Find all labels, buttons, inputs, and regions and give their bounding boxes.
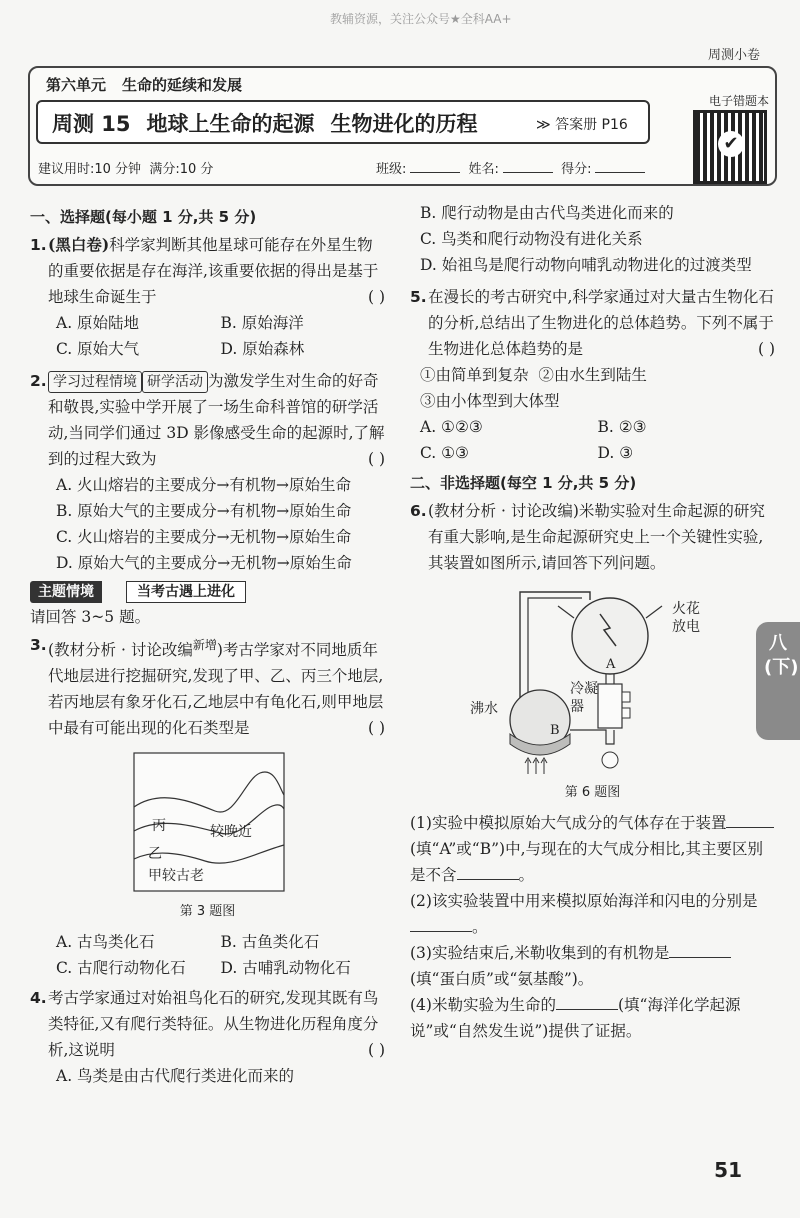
score-total-label: 满分:10 分 bbox=[149, 162, 214, 177]
figure-3-caption: 第 3 题图 bbox=[179, 904, 236, 920]
q6-part-2 bbox=[410, 888, 775, 940]
part-3-text-a: (3)实验结束后,米勒收集到的有机物是 bbox=[410, 944, 670, 962]
question-number: 3. bbox=[30, 636, 47, 654]
part-2-text-b: 。 bbox=[472, 918, 488, 936]
question-number: 4. bbox=[30, 989, 47, 1008]
unit-line bbox=[46, 74, 242, 95]
question-tag-activity: 研学活动 bbox=[142, 371, 208, 393]
question-number: 1. bbox=[30, 236, 47, 254]
stratum-bing-label: 丙 bbox=[152, 818, 166, 835]
q2-options bbox=[30, 472, 385, 576]
question-6 bbox=[410, 498, 775, 576]
answer-reference: ≫ 答案册 P16 bbox=[536, 117, 628, 133]
student-fields bbox=[376, 158, 649, 177]
time-label: 建议用时:10 分钟 bbox=[38, 162, 142, 177]
statement-3: ③由小体型到大体型 bbox=[420, 392, 560, 410]
question-3 bbox=[30, 632, 385, 741]
question-text: 在漫长的考古研究中,科学家通过对大量古生物化石的分析,总结出了生物进化的总体趋势。下列不属于生物进化总体趋势的是 bbox=[428, 288, 774, 358]
meta-line bbox=[38, 158, 678, 177]
question-4 bbox=[30, 985, 385, 1063]
grade-side-tab bbox=[756, 622, 800, 740]
question-text: 为激发学生对生命的好奇和敬畏,实验中学开展了一场生命科普馆的研学活动,当同学们通过 3D 影像感受生命的起源时,了解到的过程大致为 bbox=[48, 372, 385, 468]
question-number: 6. bbox=[410, 502, 427, 520]
option-c[interactable]: C. 火山熔岩的主要成分→无机物→原始生命 bbox=[56, 528, 352, 546]
question-text: 考古学家通过对始祖鸟化石的研究,发现其既有鸟类特征,又有爬行类特征。从生物进化历程角度分析,这说明 bbox=[48, 989, 379, 1060]
option-a[interactable]: A. 古鸟类化石 bbox=[56, 933, 155, 952]
part-4-text-a: (4)米勒实验为生命的 bbox=[410, 996, 556, 1014]
q3-options bbox=[30, 929, 385, 981]
option-d[interactable]: D. 原始森林 bbox=[220, 340, 305, 358]
answer-paren[interactable]: ( ) bbox=[367, 288, 385, 306]
stratum-yi-label: 乙 bbox=[148, 846, 162, 863]
fill-blank-5[interactable] bbox=[556, 1009, 618, 1010]
title-part-a: 地球上生命的起源 bbox=[146, 112, 315, 136]
option-a[interactable]: A. 原始陆地 bbox=[56, 314, 140, 332]
statement-2: ②由水生到陆生 bbox=[538, 366, 647, 384]
test-number: 周测 15 bbox=[52, 112, 131, 136]
q4-options-left bbox=[30, 1063, 385, 1089]
class-field[interactable] bbox=[410, 172, 460, 173]
option-d[interactable]: D. 始祖鸟是爬行动物向哺乳动物进化的过渡类型 bbox=[420, 256, 752, 274]
name-field[interactable] bbox=[503, 172, 553, 173]
label-flask-b: B bbox=[550, 723, 560, 738]
header-box bbox=[28, 66, 777, 186]
part-1-text-b: (填“A”或“B”)中,与现在的大气成分相比,其主要区别是不含 bbox=[410, 840, 763, 884]
option-d[interactable]: D. 原始大气的主要成分→无机物→原始生命 bbox=[56, 554, 352, 572]
option-a[interactable]: A. 鸟类是由古代爬行类进化而来的 bbox=[56, 1067, 295, 1086]
option-a[interactable]: A. ①②③ bbox=[420, 418, 483, 436]
unit-topic: 生命的延续和发展 bbox=[122, 76, 243, 94]
answer-paren[interactable]: ( ) bbox=[367, 450, 385, 468]
running-head: 周测小卷 bbox=[707, 48, 760, 63]
theme-bar bbox=[30, 580, 385, 604]
figure-3 bbox=[30, 749, 385, 899]
stratum-late-label: 较晚近 bbox=[210, 824, 252, 841]
option-c[interactable]: C. 鸟类和爬行动物没有进化关系 bbox=[420, 230, 643, 248]
q6-part-3 bbox=[410, 940, 775, 992]
question-5 bbox=[410, 284, 775, 362]
page-title bbox=[52, 108, 494, 138]
q5-options bbox=[410, 414, 775, 466]
figure-6 bbox=[410, 584, 775, 780]
option-d[interactable]: D. 古哺乳动物化石 bbox=[220, 959, 351, 978]
question-tag: (教材分析 · 讨论改编) bbox=[428, 502, 579, 520]
qr-code-icon[interactable] bbox=[693, 110, 767, 184]
fill-blank-3[interactable] bbox=[410, 931, 472, 932]
unit-label: 第六单元 bbox=[46, 76, 107, 94]
question-text: )考古学家对不同地质年代地层进行挖掘研究,发现了甲、乙、丙三个地层,若丙地层有象牙化石,乙地层中有龟化石,则甲地层中最有可能出现的化石类型是 bbox=[48, 641, 384, 738]
left-column bbox=[30, 200, 385, 1089]
option-b[interactable]: B. 原始海洋 bbox=[220, 314, 304, 332]
question-text: 科学家判断其他星球可能存在外星生物的重要依据是存在海洋,该重要依据的得出是基于地球生命诞生于 bbox=[48, 236, 379, 306]
question-tag: (黑白卷) bbox=[48, 235, 110, 254]
part-3-text-b: (填“蛋白质”或“氨基酸”)。 bbox=[410, 970, 594, 988]
option-b[interactable]: B. 爬行动物是由古代鸟类进化而来的 bbox=[420, 204, 674, 222]
title-bar bbox=[36, 100, 650, 144]
class-label: 班级: bbox=[376, 162, 407, 177]
q1-options bbox=[30, 310, 385, 362]
option-b[interactable]: B. 原始大气的主要成分→有机物→原始生命 bbox=[56, 502, 352, 520]
figure-6-caption: 第 6 题图 bbox=[564, 785, 621, 800]
score-label: 得分: bbox=[561, 162, 592, 177]
q5-statements bbox=[410, 362, 775, 414]
option-c[interactable]: C. 古爬行动物化石 bbox=[56, 959, 186, 978]
theme-title: 当考古遇上进化 bbox=[126, 581, 246, 603]
option-c[interactable]: C. 原始大气 bbox=[56, 340, 140, 358]
q6-part-1 bbox=[410, 810, 775, 888]
question-1 bbox=[30, 232, 385, 310]
question-tag: (教材分析 · 讨论改编 bbox=[48, 641, 193, 660]
fill-blank-2[interactable] bbox=[457, 879, 519, 880]
section-nonchoice-heading: 二、非选择题(每空 1 分,共 5 分) bbox=[410, 474, 637, 492]
theme-label: 主题情境 bbox=[30, 581, 102, 603]
answer-paren[interactable]: ( ) bbox=[757, 340, 775, 358]
q6-part-4 bbox=[410, 992, 775, 1044]
score-field[interactable] bbox=[595, 172, 645, 173]
right-column bbox=[410, 200, 775, 1044]
question-number: 5. bbox=[410, 288, 427, 306]
statement-1: ①由简单到复杂 bbox=[420, 366, 529, 384]
label-boiling-water: 沸水 bbox=[470, 701, 498, 717]
part-4-text-b: (填“海洋化学起源说”或“自然发生说”)提供了证据。 bbox=[410, 996, 741, 1040]
label-flask-a: A bbox=[606, 657, 616, 672]
qr-label: 电子错题本 bbox=[708, 94, 769, 108]
theme-intro: 请回答 3~5 题。 bbox=[30, 608, 151, 626]
section-choice-heading: 一、选择题(每小题 1 分,共 5 分) bbox=[30, 208, 257, 226]
new-badge: 新增 bbox=[192, 638, 217, 652]
option-d[interactable]: D. ③ bbox=[597, 444, 634, 462]
label-condenser: 冷凝器 bbox=[570, 681, 598, 715]
part-2-text-a: (2)该实验装置中用来模拟原始海洋和闪电的分别是 bbox=[410, 892, 758, 910]
answer-paren[interactable]: ( ) bbox=[367, 1041, 385, 1060]
fill-blank-1[interactable] bbox=[726, 827, 774, 828]
strata-diagram bbox=[30, 749, 385, 899]
answer-paren[interactable]: ( ) bbox=[367, 719, 385, 738]
question-text: 米勒实验对生命起源的研究有重大影响,是生命起源研究史上一个关键性实验,其装置如图所示,请回答下列问题。 bbox=[428, 502, 765, 572]
option-a[interactable]: A. 火山熔岩的主要成分→有机物→原始生命 bbox=[56, 476, 352, 494]
part-1-text-c: 。 bbox=[518, 866, 535, 884]
question-tag-context: 学习过程情境 bbox=[48, 371, 142, 393]
question-number: 2. bbox=[30, 372, 47, 390]
page-number: 51 bbox=[714, 1158, 742, 1182]
q4-options-right bbox=[410, 200, 775, 278]
option-b[interactable]: B. 古鱼类化石 bbox=[220, 933, 320, 952]
label-spark: 火花放电 bbox=[672, 601, 700, 635]
top-watermark: 教辅资源，关注公众号★全科AA+ bbox=[330, 12, 512, 26]
grade-side-tab-text: 八(下) bbox=[764, 633, 799, 678]
option-b[interactable]: B. ②③ bbox=[597, 418, 647, 436]
title-part-b: 生物进化的历程 bbox=[330, 112, 478, 136]
name-label: 姓名: bbox=[468, 162, 499, 177]
option-c[interactable]: C. ①③ bbox=[420, 444, 469, 462]
question-2 bbox=[30, 368, 385, 472]
part-1-text-a: (1)实验中模拟原始大气成分的气体存在于装置 bbox=[410, 814, 727, 832]
fill-blank-4[interactable] bbox=[669, 957, 731, 958]
stratum-jia-label: 甲较古老 bbox=[148, 868, 204, 885]
